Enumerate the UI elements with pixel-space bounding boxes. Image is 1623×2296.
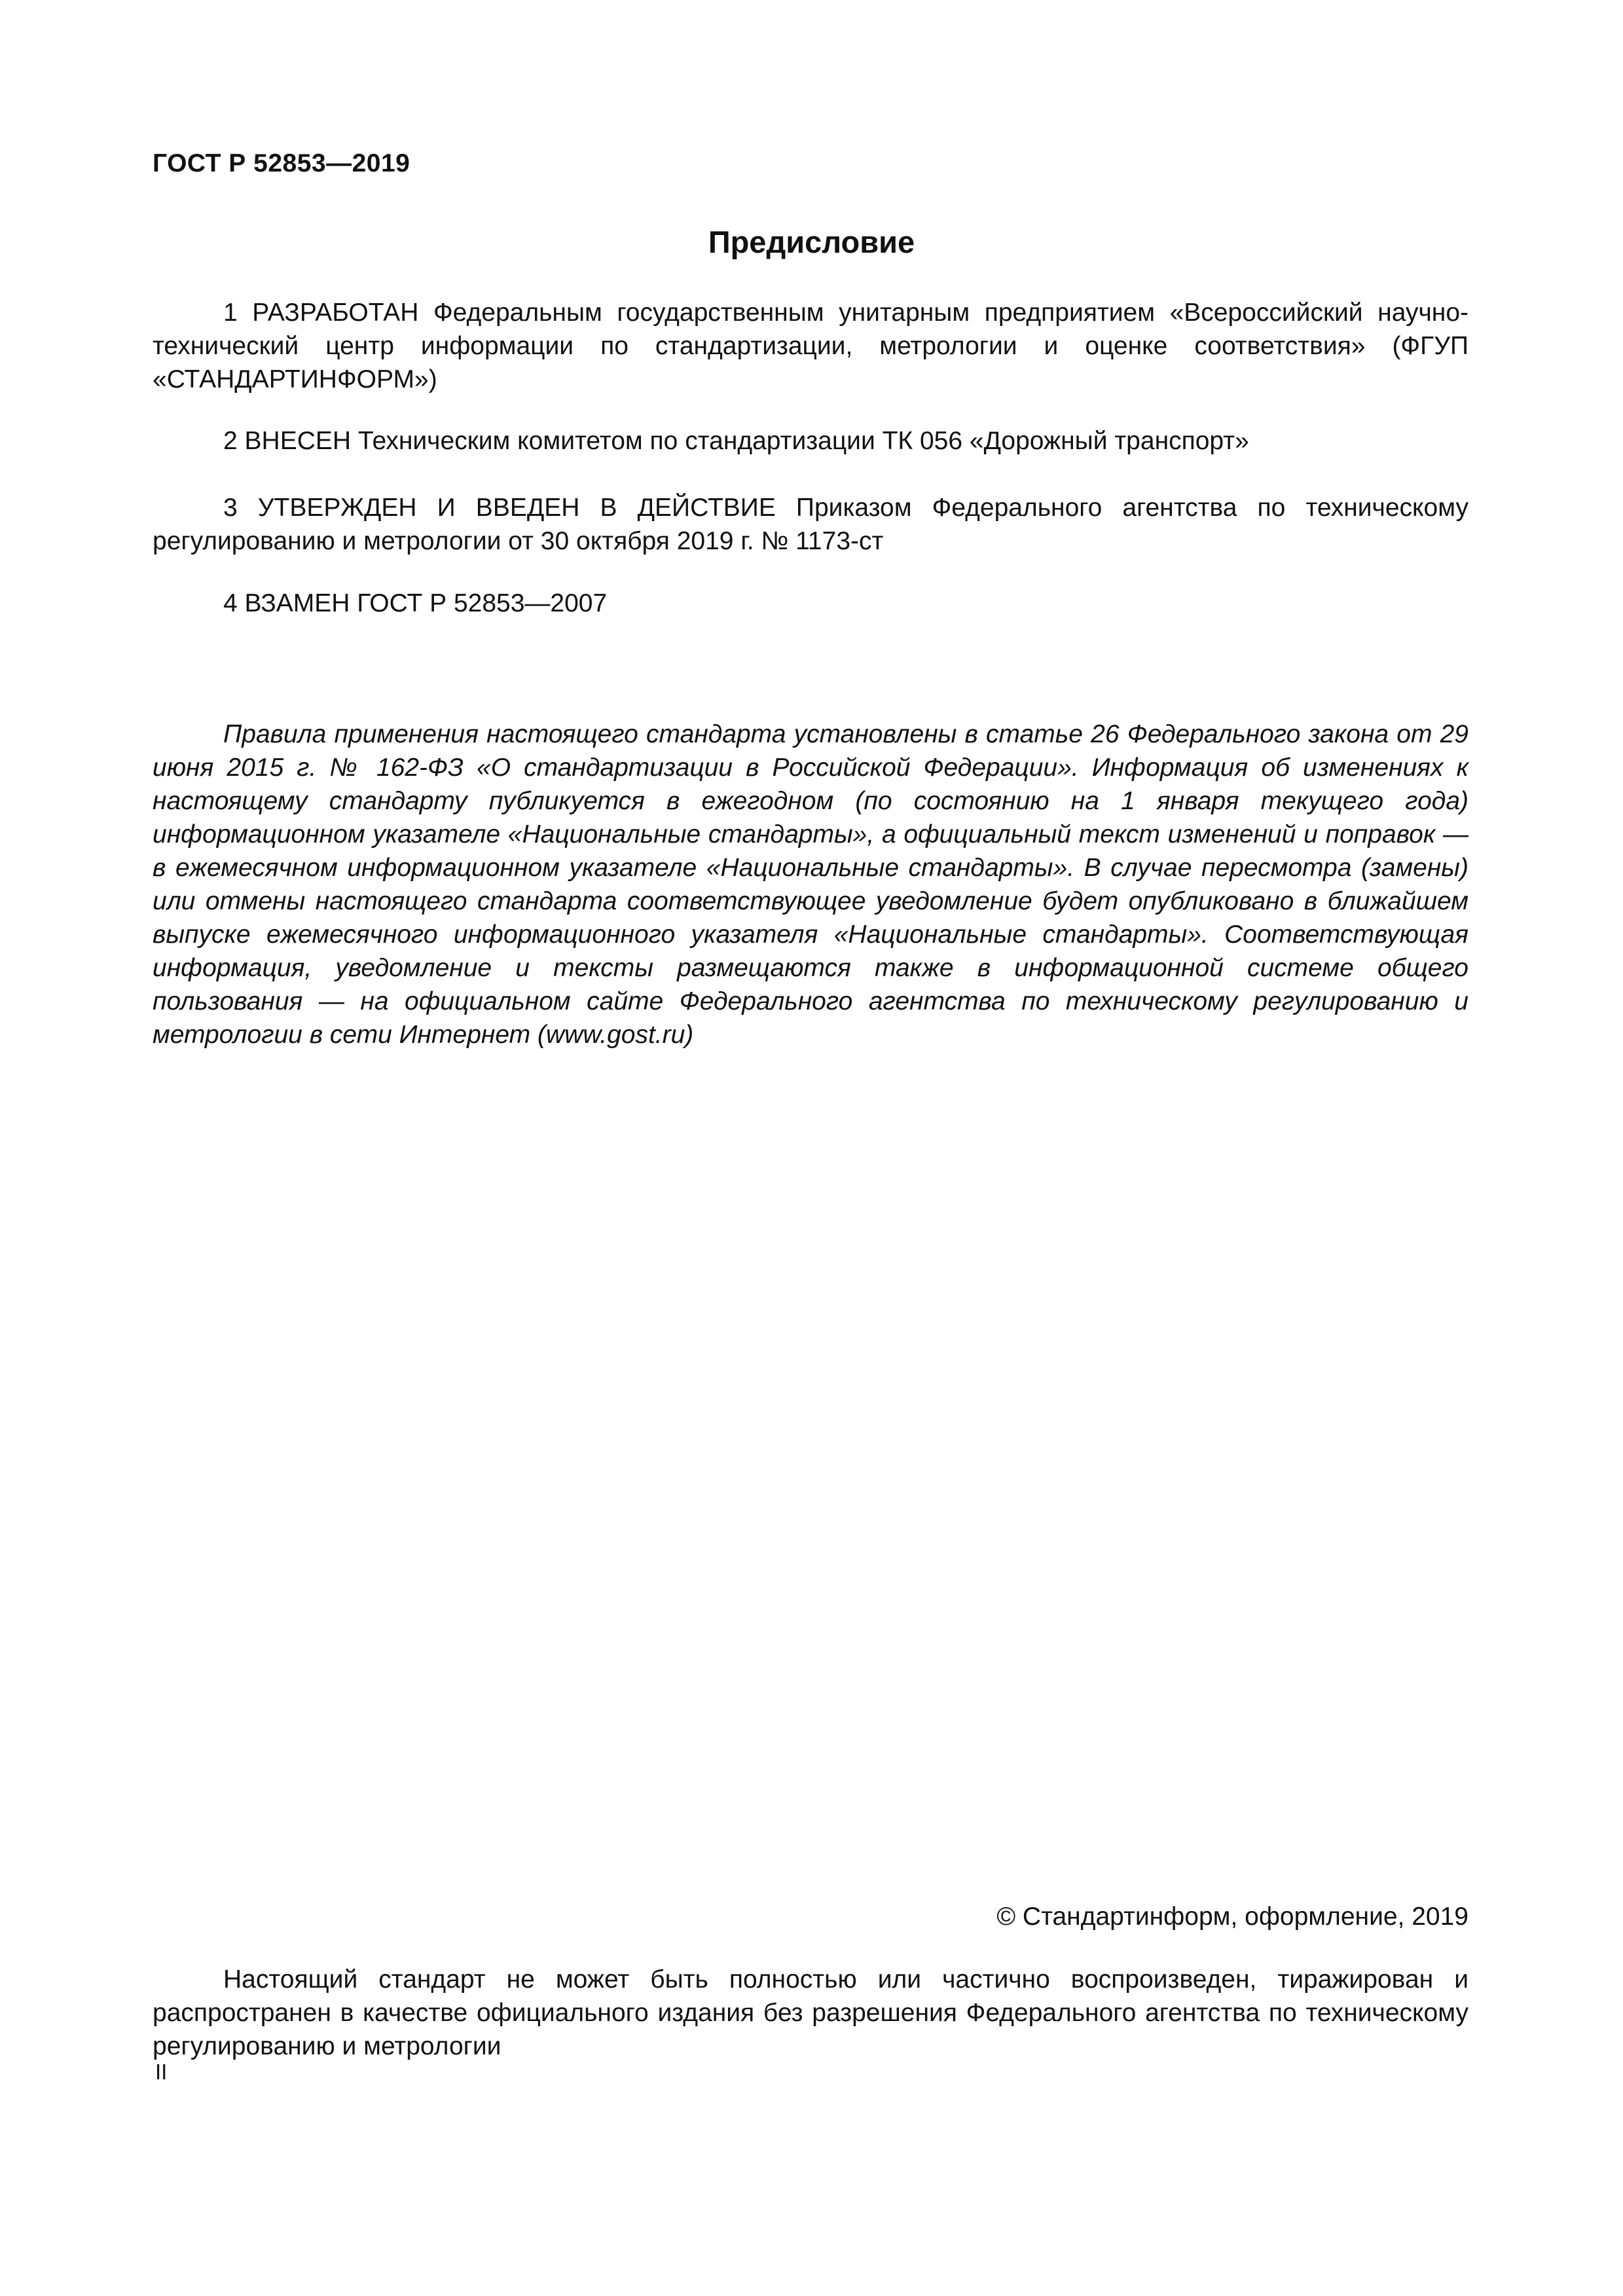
preface-item-3 bbox=[153, 491, 1468, 558]
preface-item-text: 4 ВЗАМЕН ГОСТ Р 52853—2007 bbox=[223, 589, 608, 617]
application-rules-text: Правила применения настоящего стандарта установлены в статье 26 Федерального закона от 29 июня 2015 г. № 162-ФЗ «О стандартизации в Российской Федерации». Информация об изменениях к настоящему стандарту публикуется в ежегодном (по состоянию на 1 января текущего года) информационном указателе «Национальные стандарты», а официальный текст изменений и поправок — в ежемесячном информационном указателе «Национальные стандарты». В случае пересмотра (замены) или отмены настоящего стандарта соответствующее уведомление будет опубликовано в ближайшем выпуске ежемесячного информационного указателя «Национальные стандарты». Соответствующая информация, уведомление и тексты размещаются также в информационной системе общего пользования — на официальном сайте Федерального агентства по техническому регулированию и метрологии в сети Интернет (www.gost.ru) bbox=[153, 720, 1468, 1049]
preface-item-text: 3 УТВЕРЖДЕН И ВВЕДЕН В ДЕЙСТВИЕ Приказом Федерального агентства по техническому регулированию и метрологии от 30 октября 2019 г. № 1173-ст bbox=[153, 494, 1468, 555]
preface-item-text: 2 ВНЕСЕН Техническим комитетом по стандартизации ТК 056 «Дорожный транспорт» bbox=[223, 427, 1249, 455]
document-code: ГОСТ Р 52853—2019 bbox=[153, 149, 410, 177]
preface-item-2 bbox=[153, 424, 1468, 458]
reproduction-notice bbox=[153, 1963, 1468, 2063]
preface-item-1 bbox=[153, 296, 1468, 396]
copyright-line: © Стандартинформ, оформление, 2019 bbox=[996, 1903, 1468, 1931]
preface-item-4 bbox=[153, 587, 1468, 620]
section-title: Предисловие bbox=[708, 225, 915, 259]
reproduction-notice-text: Настоящий стандарт не может быть полностью или частично воспроизведен, тиражирован и распространен в качестве официального издания без разрешения Федерального агентства по техническому регулированию и метрологии bbox=[153, 1965, 1468, 2060]
application-rules-paragraph bbox=[153, 718, 1468, 1051]
page-number: II bbox=[155, 2060, 168, 2084]
preface-item-text: 1 РАЗРАБОТАН Федеральным государственным унитарным предприятием «Всероссийский научно-технический центр информации по стандартизации, метрологии и оценке соответствия» (ФГУП «СТАНДАРТИНФОРМ») bbox=[153, 299, 1468, 393]
